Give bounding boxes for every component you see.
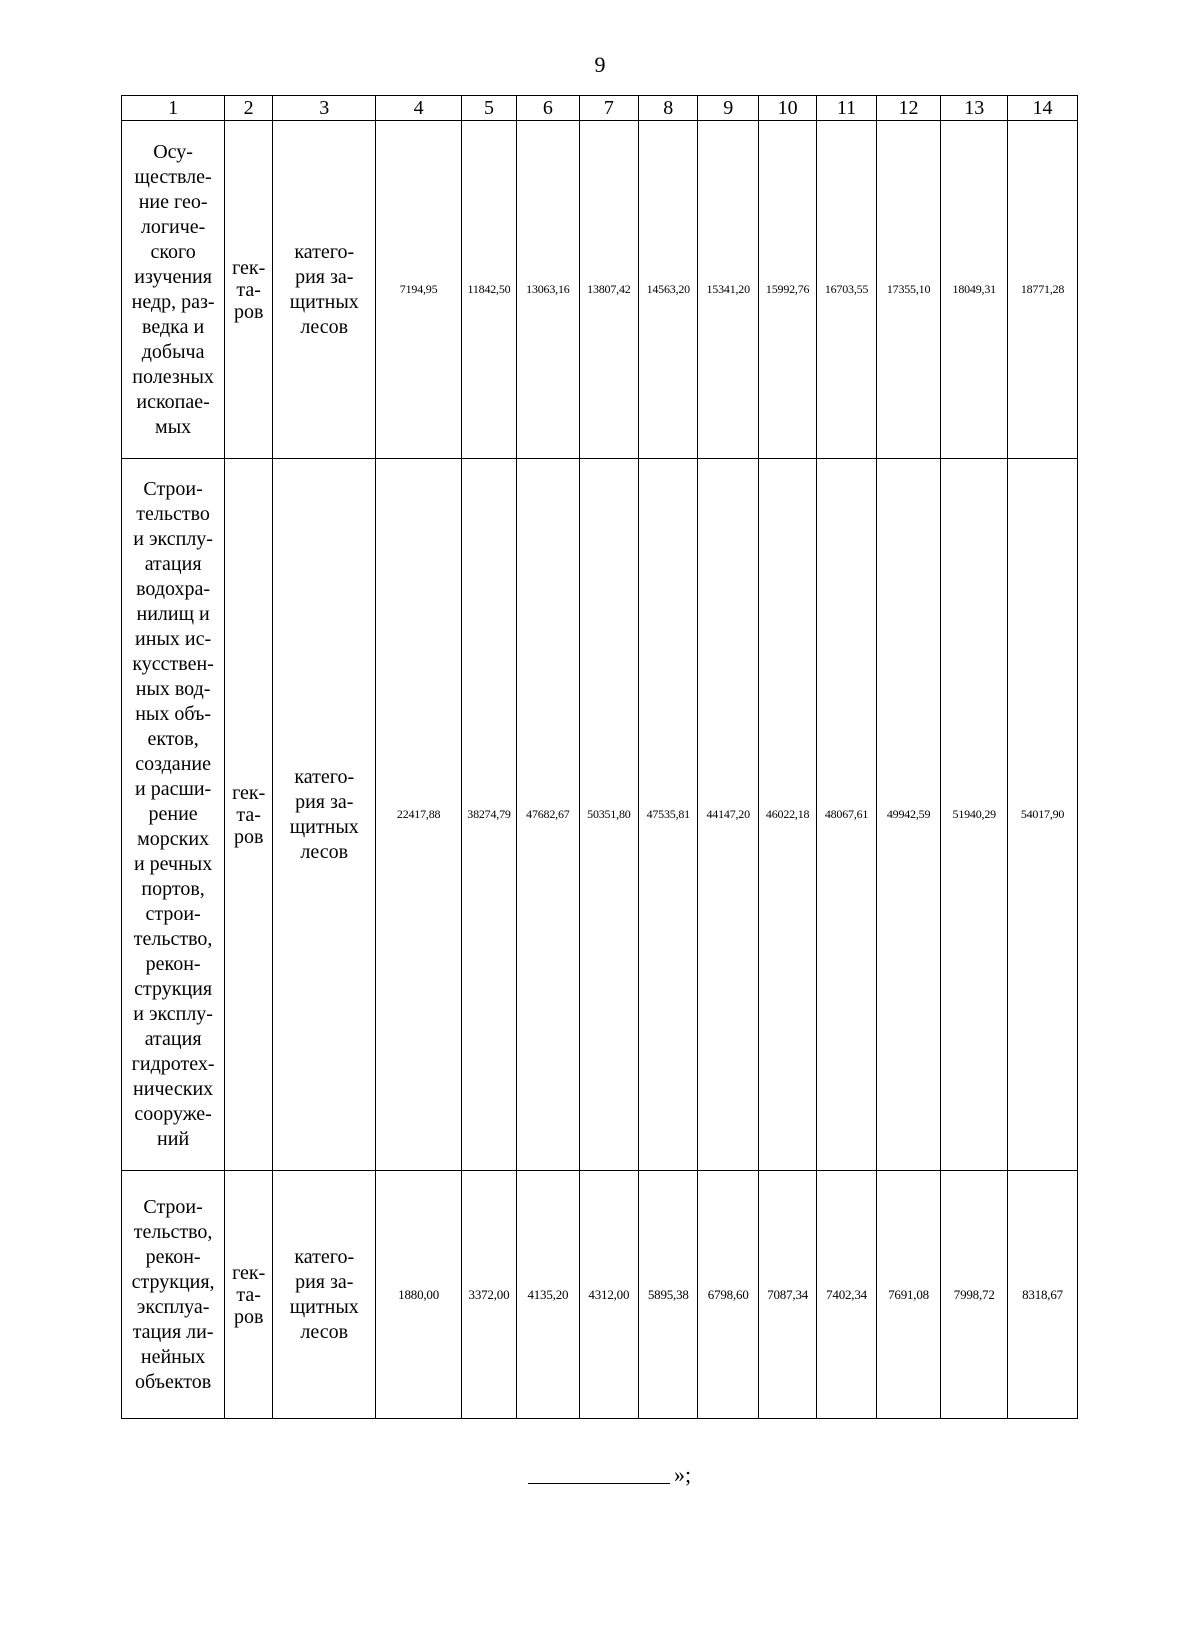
table-row xyxy=(122,1171,1078,1419)
value-cell: 13063,16 xyxy=(517,121,580,459)
column-header: 5 xyxy=(461,96,516,121)
closing-text: »; xyxy=(674,1462,692,1487)
value-cell: 49942,59 xyxy=(876,459,941,1171)
value-cell: 5895,38 xyxy=(639,1171,698,1419)
value-cell: 16703,55 xyxy=(817,121,876,459)
value-cell: 7194,95 xyxy=(376,121,461,459)
value-cell: 15341,20 xyxy=(698,121,758,459)
value-cell: 18049,31 xyxy=(941,121,1008,459)
value-cell: 11842,50 xyxy=(461,121,516,459)
column-header: 14 xyxy=(1008,96,1078,121)
column-header: 12 xyxy=(876,96,941,121)
column-header: 6 xyxy=(517,96,580,121)
value-cell: 3372,00 xyxy=(461,1171,516,1419)
category-cell: катего- рия за- щитных лесов xyxy=(273,121,376,459)
value-cell: 22417,88 xyxy=(376,459,461,1171)
value-cell: 7691,08 xyxy=(876,1171,941,1419)
value-cell: 17355,10 xyxy=(876,121,941,459)
column-header: 11 xyxy=(817,96,876,121)
signature-line xyxy=(528,1483,670,1484)
value-cell: 13807,42 xyxy=(579,121,638,459)
value-cell: 48067,61 xyxy=(817,459,876,1171)
purpose-cell: Строи- тельство, рекон- струкция, эксплуа- тация ли- нейных объектов xyxy=(122,1171,225,1419)
value-cell: 14563,20 xyxy=(639,121,698,459)
category-cell: катего- рия за- щитных лесов xyxy=(273,459,376,1171)
value-cell: 50351,80 xyxy=(579,459,638,1171)
value-cell: 44147,20 xyxy=(698,459,758,1171)
column-header: 4 xyxy=(376,96,461,121)
column-header: 3 xyxy=(273,96,376,121)
column-header: 13 xyxy=(941,96,1008,121)
value-cell: 15992,76 xyxy=(758,121,816,459)
value-cell: 4135,20 xyxy=(517,1171,580,1419)
value-cell: 47682,67 xyxy=(517,459,580,1171)
column-header: 2 xyxy=(225,96,273,121)
unit-cell: гек- та- ров xyxy=(225,459,273,1171)
value-cell: 18771,28 xyxy=(1008,121,1078,459)
value-cell: 54017,90 xyxy=(1008,459,1078,1171)
value-cell: 7402,34 xyxy=(817,1171,876,1419)
table-row xyxy=(122,459,1078,1171)
purpose-cell: Строи- тельство и эксплу- атация водохра- нилищ и иных ис- кусствен- ных вод- ных объ- ектов, создание и расши- рение морских и речных портов, строи- тельство, рекон- струкция и эксплу- атация гидротех- нических сооруже- ний xyxy=(122,459,225,1171)
header-row xyxy=(122,96,1078,121)
forest-rates-table xyxy=(121,95,1078,1419)
column-header: 8 xyxy=(639,96,698,121)
column-header: 7 xyxy=(579,96,638,121)
column-header: 10 xyxy=(758,96,816,121)
closing-mark xyxy=(528,1462,691,1488)
value-cell: 7087,34 xyxy=(758,1171,816,1419)
page-number: 9 xyxy=(594,52,606,77)
table-row xyxy=(122,121,1078,459)
value-cell: 6798,60 xyxy=(698,1171,758,1419)
value-cell: 46022,18 xyxy=(758,459,816,1171)
value-cell: 47535,81 xyxy=(639,459,698,1171)
value-cell: 1880,00 xyxy=(376,1171,461,1419)
unit-cell: гек- та- ров xyxy=(225,121,273,459)
value-cell: 38274,79 xyxy=(461,459,516,1171)
column-header: 1 xyxy=(122,96,225,121)
value-cell: 51940,29 xyxy=(941,459,1008,1171)
value-cell: 4312,00 xyxy=(579,1171,638,1419)
value-cell: 7998,72 xyxy=(941,1171,1008,1419)
column-header: 9 xyxy=(698,96,758,121)
purpose-cell: Осу- ществле- ние гео- логиче- ского изучения недр, раз- ведка и добыча полезных ископае- мых xyxy=(122,121,225,459)
category-cell: катего- рия за- щитных лесов xyxy=(273,1171,376,1419)
value-cell: 8318,67 xyxy=(1008,1171,1078,1419)
unit-cell: гек- та- ров xyxy=(225,1171,273,1419)
